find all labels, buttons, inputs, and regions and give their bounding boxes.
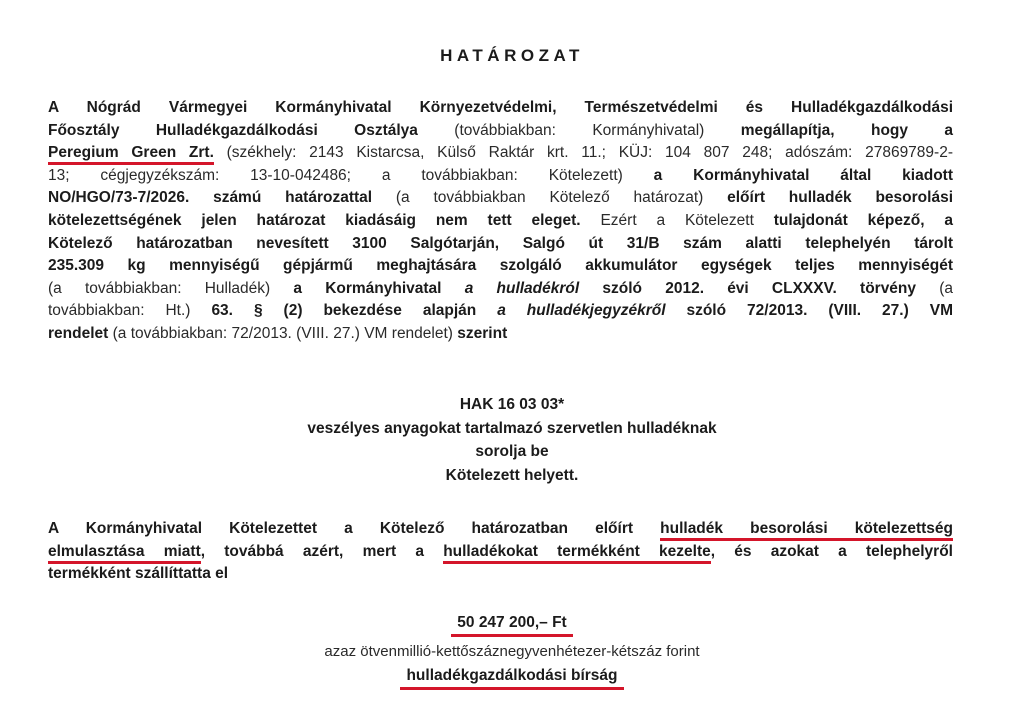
decision-paragraph-1: [48, 97, 953, 346]
p2-line-3: termékként szállíttatta el: [48, 565, 229, 583]
company-name: Peregium Green Zrt.: [48, 144, 214, 165]
p1-line-6: kötelezettségének jelen határozat kiadásáig nem tett eleget. Ezért a Kötelezett tulajdonát képező, a: [48, 211, 953, 229]
fine-amount: 50 247 200,– Ft: [451, 612, 572, 637]
p1-line-8: 235.309 kg mennyiségű gépjármű meghajtására szolgáló akkumulátor egységek teljes mennyiségét: [48, 257, 953, 275]
decision-paragraph-2: [48, 518, 953, 586]
p1-line-11: rendelet (a továbbiakban: 72/2013. (VIII. 27.) VM rendelet) szerint: [48, 324, 508, 342]
p2-line-2: elmulasztása miatt, továbbá azért, mert a hulladékokat termékként kezelte, és azokat a telephelyről: [48, 541, 953, 564]
waste-code: HAK 16 03 03*: [459, 396, 565, 413]
p1-line-3: Peregium Green Zrt. (székhely: 2143 Kistarcsa, Külső Raktár krt. 11.; KÜJ: 104 807 248; adószám: 27869789-2-: [48, 142, 953, 165]
omission-highlight: elmulasztása miatt: [48, 543, 201, 564]
p1-line-7: Kötelező határozatban nevesített 3100 Salgótarján, Salgó út 31/B szám alatti telephelyén tárolt: [48, 234, 953, 252]
p1-line-4: 13; cégjegyzékszám: 13-10-042486; a továbbiakban: Kötelezett) a Kormányhivatal által kiadott: [48, 166, 953, 184]
obligation-highlight: hulladék besorolási kötelezettség: [660, 520, 953, 541]
waste-description: veszélyes anyagokat tartalmazó szervetlen hulladéknak: [307, 419, 717, 437]
fine-type: hulladékgazdálkodási bírság: [400, 665, 623, 690]
p1-line-2: Főosztály Hulladékgazdálkodási Osztálya (továbbiakban: Kormányhivatal) megállapítja, hogy a: [48, 121, 953, 139]
classification-verb: sorolja be: [475, 443, 549, 460]
p1-line-1: A Nógrád Vármegyei Kormányhivatal Környezetvédelmi, Természetvédelmi és Hulladékgazdálkodási: [48, 99, 953, 116]
fine-block: [0, 612, 1024, 690]
classification-subject: Kötelezett helyett.: [445, 466, 579, 484]
product-treatment-highlight: hulladékokat termékként kezelte: [443, 543, 711, 564]
fine-amount-words: azaz ötvenmillió-kettőszáznegyvenhétezer-kétszáz forint: [324, 643, 700, 660]
p2-line-1: A Kormányhivatal Kötelezettet a Kötelező határozatban előírt hulladék besorolási kötelezettség: [48, 518, 953, 541]
p1-line-9: (a továbbiakban: Hulladék) a Kormányhivatal a hulladékról szóló 2012. évi CLXXXV. törvény (a: [48, 279, 954, 297]
p1-line-5: NO/HGO/73-7/2026. számú határozattal (a továbbiakban Kötelező határozat) előírt hulladék besorolási: [48, 189, 953, 207]
classification-block: [0, 393, 1024, 487]
p1-line-10: továbbiakban: Ht.) 63. § (2) bekezdése alapján a hulladékjegyzékről szóló 72/2013. (VIII. 27.) VM: [48, 302, 953, 320]
document-title: HATÁROZAT: [440, 46, 584, 65]
